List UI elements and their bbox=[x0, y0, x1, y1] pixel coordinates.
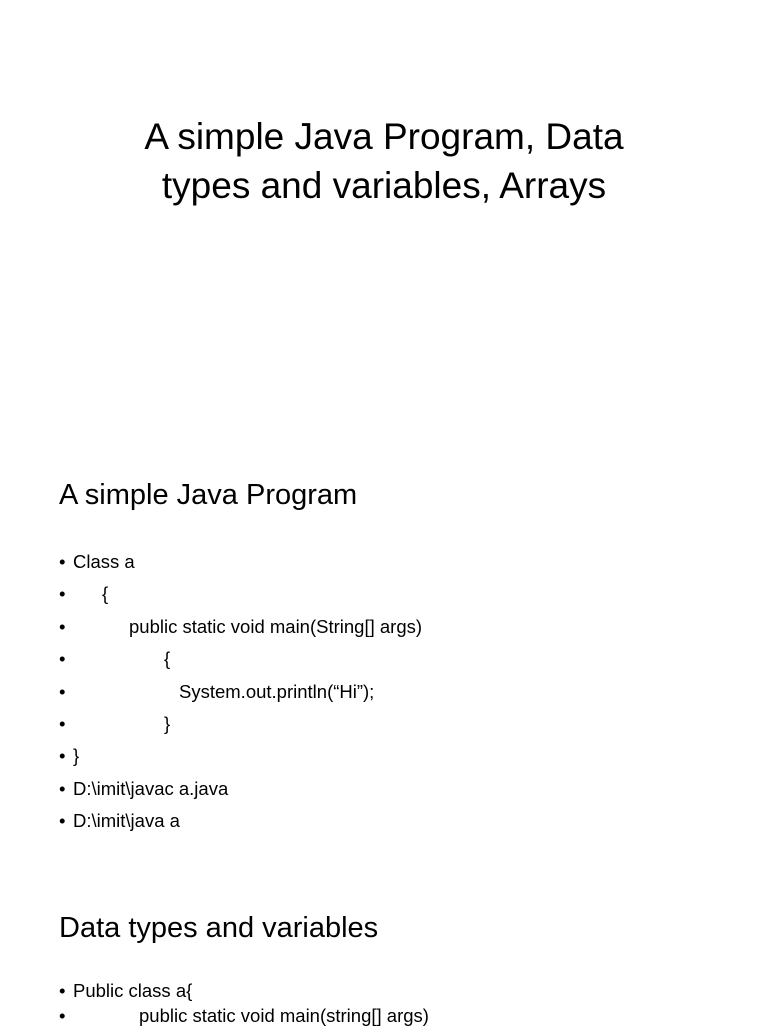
bullet-icon: • bbox=[59, 648, 66, 670]
bullet-text: } bbox=[73, 745, 80, 767]
bullet-text: } bbox=[164, 712, 171, 734]
bullet-icon: • bbox=[59, 680, 66, 702]
section-heading-simple-java-program: A simple Java Program bbox=[59, 479, 358, 511]
bullet-text: Public class a{ bbox=[73, 980, 193, 1001]
bullet-icon: • bbox=[59, 777, 66, 799]
slide-title bbox=[0, 112, 768, 210]
bullet-icon: • bbox=[59, 583, 66, 605]
bullet-text: Class a bbox=[73, 551, 135, 572]
bullet-text: public static void main(String[] args) bbox=[129, 615, 423, 637]
bullet-text: { bbox=[164, 648, 171, 670]
bullet-text: public static void main(string[] args) bbox=[139, 1005, 429, 1026]
section-heading-data-types: Data types and variables bbox=[59, 912, 379, 944]
bullet-text: D:\imit\javac a.java bbox=[73, 777, 229, 799]
bullet-icon: • bbox=[59, 551, 66, 572]
bullet-icon: • bbox=[59, 810, 66, 832]
bullet-text: System.out.println(“Hi”); bbox=[179, 680, 375, 702]
bullet-text: D:\imit\java a bbox=[73, 810, 180, 832]
bullet-icon: • bbox=[59, 745, 66, 767]
bullet-icon: • bbox=[59, 712, 66, 734]
bullet-icon: • bbox=[59, 1005, 66, 1026]
bullet-icon: • bbox=[59, 980, 66, 1001]
bullet-icon: • bbox=[59, 615, 66, 637]
slide-title-line-2: types and variables, Arrays bbox=[161, 165, 607, 206]
slide-title-line-1: A simple Java Program, Data bbox=[144, 116, 624, 157]
bullet-text: { bbox=[102, 583, 109, 605]
